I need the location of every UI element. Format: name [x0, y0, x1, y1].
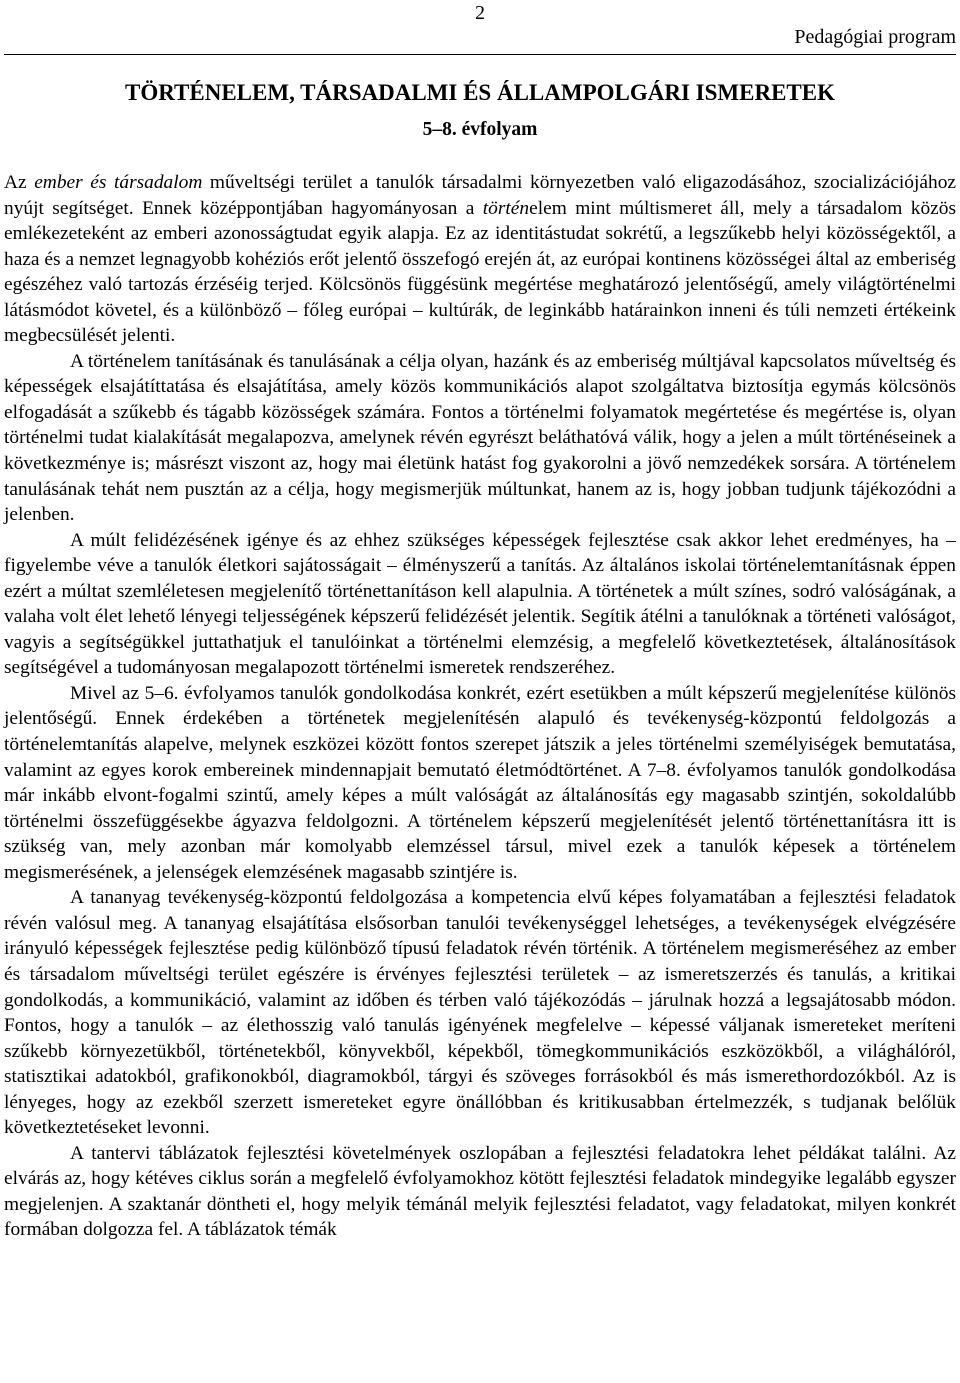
document-title: TÖRTÉNELEM, TÁRSADALMI ÉS ÁLLAMPOLGÁRI ISMERETEK [125, 80, 835, 105]
paragraph-2: A történelem tanításának és tanulásának a célja olyan, hazánk és az emberiség múltjával kapcsolatos műveltség és képességek elsajátíttatása és elsajátítása, amely közös kommunikációs alapot szolgáltatva biztosítja egymás kölcsönös elfogadását a szűkebb és tágabb közösségek számára. Fontos a történelmi folyamatok megértetése és megértése is, olyan történelmi tudat kialakítását megalapozva, amelynek révén egyrészt beláthatóvá válik, hogy a jelen a múlt történéseinek a következménye is; másrészt viszont az, hogy mai életünk hatást fog gyakorolni a jövő nemzedékek sorsára. A történelem tanulásának tehát nem pusztán az a célja, hogy megismerjük múltunkat, hanem az is, hogy jobban tudjunk tájékozódni a jelenben. [4, 350, 956, 526]
body-text [4, 170, 956, 1243]
running-title: Pedagógiai program [794, 26, 956, 48]
paragraph-4: Mivel az 5–6. évfolyamos tanulók gondolkodása konkrét, ezért esetükben a múlt képszerű megjelenítése különös jelentőségű. Ennek érdekében a történetek megjelenítésén alapuló és tevékenység-központú feldolgozás a történelemtanítás alapelve, melynek eszközei között fontos szerepet játszik a jeles történelmi személyiségek bemutatása, valamint az egyes korok embereinek mindennapjait bemutató életmódtörténet. A 7–8. évfolyamos tanulók gondolkodása már inkább elvont-fogalmi szintű, amely képes a múlt valóságát az általánosítás egy magasabb szintjén, sokoldalúbb történelmi összefüggésekbe ágyazva feldolgozni. A történelem képszerű megjelenítését jelentő történettanításra itt is szükség van, mely azonban már komolyabb elemzéssel társul, mivel ezek a tanulók képesek a történelem megismerésének, a jelenségek elemzésének magasabb szintjére is. [4, 682, 956, 883]
paragraph-1-emphasis-history: történ [482, 197, 530, 219]
paragraph-3: A múlt felidézésének igénye és az ehhez szükséges képességek fejlesztése csak akkor lehet eredményes, ha – figyelembe véve a tanulók életkori sajátosságait – élményszerű a tanítás. Az általános iskolai történelemtanításnak éppen ezért a múltat szemléletesen megjelenítő történettanításon kell alapulnia. A történetek a múlt színes, sodró valóságának, a valaha volt élet lehető lényegi teljességének képszerű felidézését jelentik. Segítik átélni a tanulóknak a történeti valóságot, vagyis a segítségükkel juttathatjuk el tanulóinkat a történelmi elemzésig, a megfelelő következtetések, általánosítások segítségével a tudományosan megalapozott történelmi ismeretek rendszeréhez. [4, 529, 956, 679]
header-divider [4, 54, 956, 55]
paragraph-1-part-a: Az [4, 172, 35, 193]
paragraph-5: A tananyag tevékenység-központú feldolgozása a kompetencia elvű képes folyamatában a fejlesztési feladatok révén valósul meg. A tananyag elsajátítása elsősorban tanulói tevékenységgel lehetséges, a tevékenységek elvégzésére irányuló képességek fejlesztése pedig különböző típusú feladatok révén történik. A történelem megismeréséhez az ember és társadalom műveltségi terület egészére is érvényes fejlesztési területek – az ismeretszerzés és tanulás, a kritikai gondolkodás, a kommunikáció, valamint az időben és térben való tájékozódás – járulnak hozzá a legsajátosabb módon. Fontos, hogy a tanulók – az élethosszig való tanulás igényének megfelelve – képessé váljanak ismereteket meríteni szűkebb környezetükből, történetekből, könyvekből, képekből, tömegkommunikációs eszközökből, a világhálóról, statisztikai adatokból, grafikonokból, diagramokból, tárgyi és szöveges forrásokból és más ismerethordozókból. Az is lényeges, hogy az ezekből szerzett ismereteket egyre önállóbban és kritikusabban értelmezzék, s tudjanak belőlük következtetéseket levonni. [4, 887, 956, 1139]
paragraph-1-part-e: elem mint múltismeret áll, mely a társadalom közös emlékezeteként az emberi azonosságtudat egyik alapja. Ez az identitástudat sokrétű, a legszűkebb helyi közösségektől, a haza és a nemzet legnagyobb kohéziós erőt jelentő összefogó erején át, az európai kontinens közösségei által az emberiség egészéhez való tartozás érzéséig terjed. Kölcsönös függésünk megértése meghatározó jelentőségű, amely világtörténelmi látásmódot követel, és a különböző – főleg európai – kultúrák, de leginkább határainkon inneni és túli nemzeti értékeink megbecsülését jelenti. [4, 197, 956, 347]
paragraph-6: A tantervi táblázatok fejlesztési követelmények oszlopában a fejlesztési feladatokra lehet példákat találni. Az elvárás az, hogy kétéves ciklus során a megfelelő évfolyamokhoz kötött fejlesztési feladatok mindegyike legalább egyszer megjelenjen. A szaktanár döntheti el, hogy melyik témánál melyik fejlesztési feladatot, vagy feladatokat, milyen konkrét formában dolgozza fel. A táblázatok témák [4, 1142, 956, 1241]
paragraph-1-emphasis-domain: ember és társadalom [34, 172, 203, 193]
grade-subtitle: 5–8. évfolyam [422, 119, 538, 140]
paragraph-1 [4, 170, 956, 349]
paragraph-1-part-c: műveltségi terület a tanulók társadalmi környezetben való eligazodásához, szocializációjához nyújt segítséget. Ennek középpontjában hagyományosan a [4, 172, 956, 219]
page-number: 2 [475, 2, 485, 24]
